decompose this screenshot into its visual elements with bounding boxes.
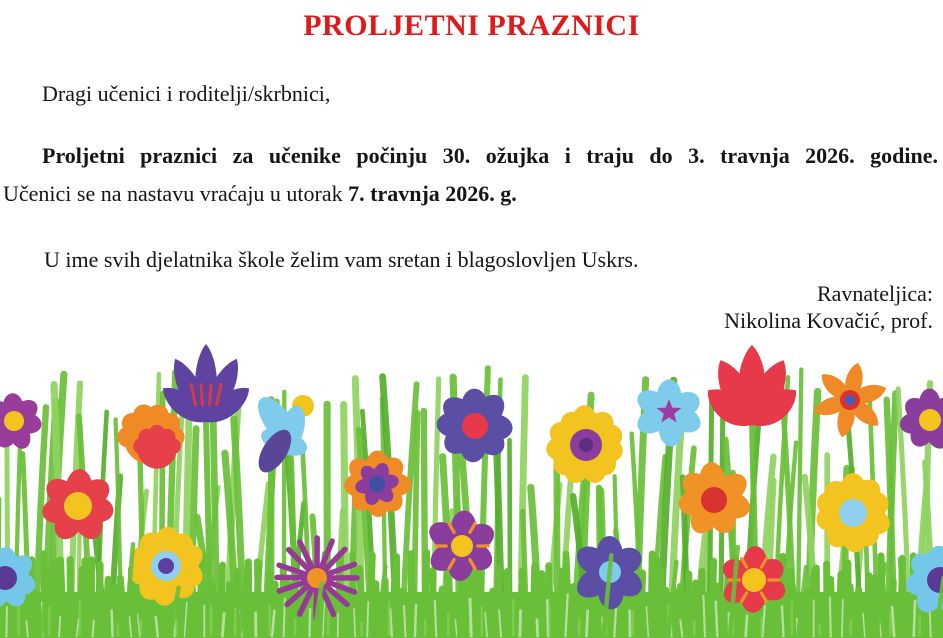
- document-title: PROLJETNI PRAZNICI: [303, 9, 640, 42]
- salutation-line: Dragi učenici i roditelji/skrbnici,: [42, 81, 331, 106]
- flower-meadow-illustration: [0, 340, 943, 638]
- announcement-regular-text: Učenici se na nastavu vraćaju u utorak: [3, 181, 349, 206]
- violet-daisy: [436, 388, 513, 463]
- red-tulip: [700, 345, 805, 436]
- announcement-line-2: [3, 181, 938, 207]
- purple-daisy-left: [0, 393, 43, 452]
- announcement-line-1: Proljetni praznici za učenike počinju 30. ožujka i traju do 3. travnja 2026. godine.: [42, 143, 938, 168]
- signature-role: Ravnateljica:: [816, 281, 933, 306]
- purple-daisy-right: [898, 388, 943, 452]
- signature-name: Nikolina Kovačić, prof.: [724, 308, 933, 333]
- orange-star-flower: [811, 361, 888, 439]
- easter-greeting-line: U ime svih djelatnika škole želim vam sretan i blagoslovljen Uskrs.: [44, 247, 639, 272]
- announcement-bold-date: 7. travnja 2026. g.: [348, 181, 517, 206]
